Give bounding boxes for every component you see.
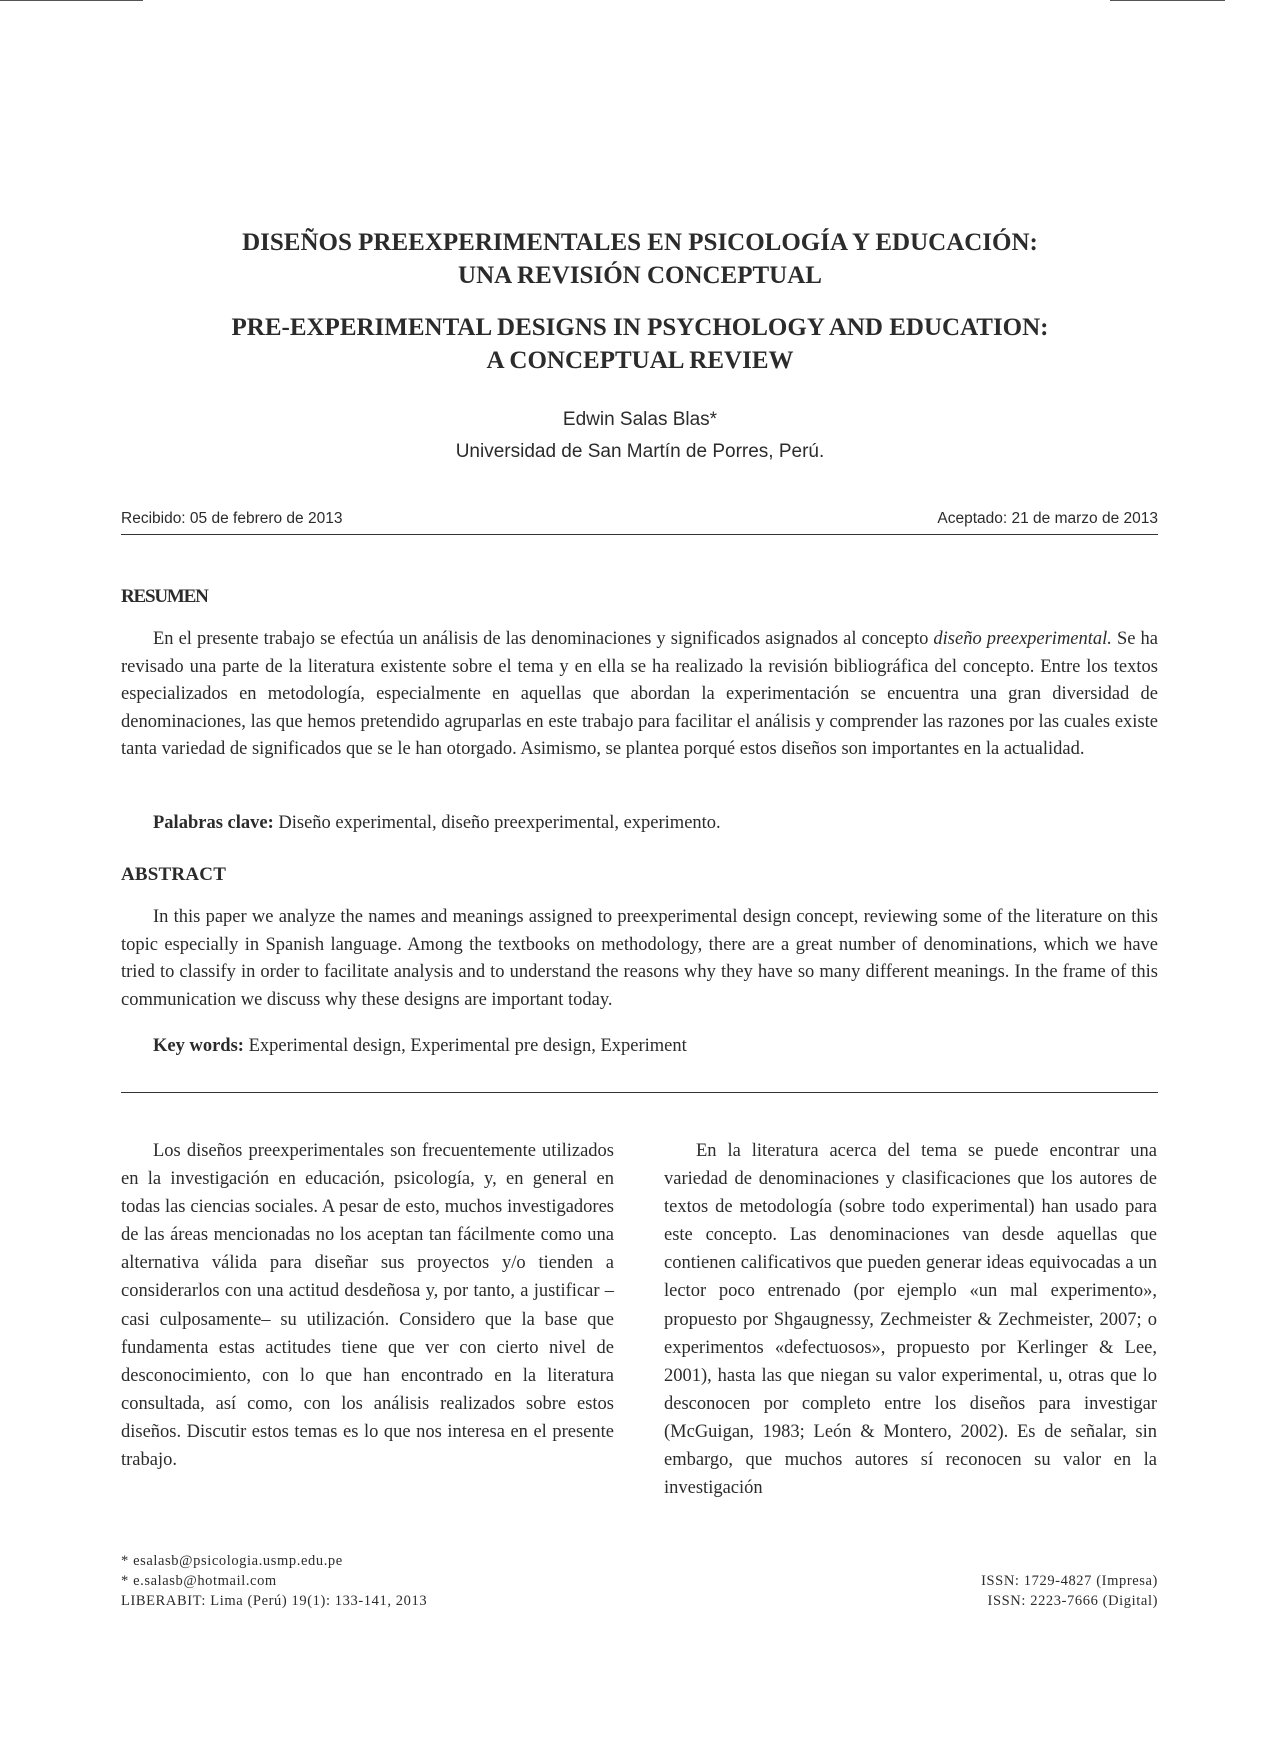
section-divider [121,1092,1158,1093]
resumen-keywords [153,810,721,837]
resumen-heading: RESUMEN [121,586,208,607]
author-name: Edwin Salas Blas* [562,409,718,430]
title-spanish [120,226,1160,292]
title-spanish-line2: UNA REVISIÓN CONCEPTUAL [458,262,822,289]
resumen-text-rest: Se ha revisado una parte de la literatura existente sobre el tema y en ella se ha realizado la revisión bibliográfica del concepto. Entre los textos especializados en metodología, especialmente en aquellas que abordan la experimentación se encuentra una gran diversidad de denominaciones, las que hemos pretendido agruparlas en este trabajo para facilitar el análisis y comprender las razones por las cuales existe tanta variedad de significados que se le han otorgado. Asimismo, se plantea porqué estos diseños son importantes en la actualidad. [121,629,1158,760]
author-block [120,404,1160,468]
footer-right [850,1571,1158,1611]
crop-mark-left [0,0,143,1]
resumen-text-italic: diseño preexperimental. [933,629,1112,649]
title-spanish-line1: DISEÑOS PREEXPERIMENTALES EN PSICOLOGÍA Y EDUCACIÓN: [242,229,1038,256]
resumen-keywords-label: Palabras clave: [153,813,274,833]
received-date: Recibido: 05 de febrero de 2013 [121,510,343,527]
title-english-line2: A CONCEPTUAL REVIEW [486,347,794,374]
issn-digital: ISSN: 2223-7666 (Digital) [987,1593,1158,1609]
abstract-keywords-label: Key words: [153,1036,244,1056]
footer-left [121,1551,427,1611]
abstract-heading: ABSTRACT [121,864,227,885]
dates-row [121,510,1158,535]
title-english-line1: PRE-EXPERIMENTAL DESIGNS IN PSYCHOLOGY AND EDUCATION: [231,314,1049,341]
body-column-right: En la literatura acerca del tema se puede encontrar una variedad de denominaciones y clasificaciones que los autores de textos de metodología (sobre todo experimental) han usado para este concepto. Las denominaciones van desde aquellas que contienen calificativos que pueden generar ideas equivocadas a un lector poco entrenado (por ejemplo «un mal experimento», propuesto por Shgaugnessy, Zechmeister & Zechmeister, 2007; o experimentos «defectuosos», propuesto por Kerlinger & Lee, 2001), hasta las que niegan su valor experimental, u, otras que lo desconocen por completo entre los diseños para investigar (McGuigan, 1983; León & Montero, 2002). Es de señalar, sin embargo, que muchos autores sí reconocen su valor en la investigación [664,1141,1157,1499]
issn-print: ISSN: 1729-4827 (Impresa) [981,1573,1158,1589]
abstract-paragraph: In this paper we analyze the names and meanings assigned to preexperimental design concept, reviewing some of the literature on this topic especially in Spanish language. Among the textbooks on methodology, there are a great number of denominations, which we have tried to classify in order to facilitate analysis and to understand the reasons why they have so many different meanings. In the frame of this communication we discuss why these designs are important today. [121,907,1158,1010]
accepted-date: Aceptado: 21 de marzo de 2013 [937,510,1158,527]
resumen-keywords-text: Diseño experimental, diseño preexperimental, experimento. [273,813,721,833]
title-english [120,311,1160,377]
footnote-email-1: * esalasb@psicologia.usmp.edu.pe [121,1553,343,1569]
footnote-email-2: * e.salasb@hotmail.com [121,1573,277,1589]
journal-citation: LIBERABIT: Lima (Perú) 19(1): 133-141, 2013 [121,1593,428,1609]
author-affiliation: Universidad de San Martín de Porres, Perú. [455,441,825,462]
abstract-keywords [153,1033,687,1060]
abstract-keywords-text: Experimental design, Experimental pre design, Experiment [243,1036,687,1056]
resumen-paragraph [121,626,1158,764]
crop-mark-right [1110,0,1225,1]
resumen-text-start: En el presente trabajo se efectúa un análisis de las denominaciones y significados asignados al concepto [153,629,934,649]
body-column-left: Los diseños preexperimentales son frecuentemente utilizados en la investigación en educación, psicología, y, en general en todas las ciencias sociales. A pesar de esto, muchos investigadores de las áreas mencionadas no los aceptan tan fácilmente como una alternativa válida para diseñar sus proyectos y/o tienden a considerarlos con una actitud desdeñosa y, por tanto, a justificar –casi culposamente– su utilización. Considero que la base que fundamenta estas actitudes tiene que ver con cierto nivel de desconocimiento, con lo que han encontrado en la literatura consultada, así como, con los análisis realizados sobre estos diseños. Discutir estos temas es lo que nos interesa en el presente trabajo. [121,1141,614,1471]
